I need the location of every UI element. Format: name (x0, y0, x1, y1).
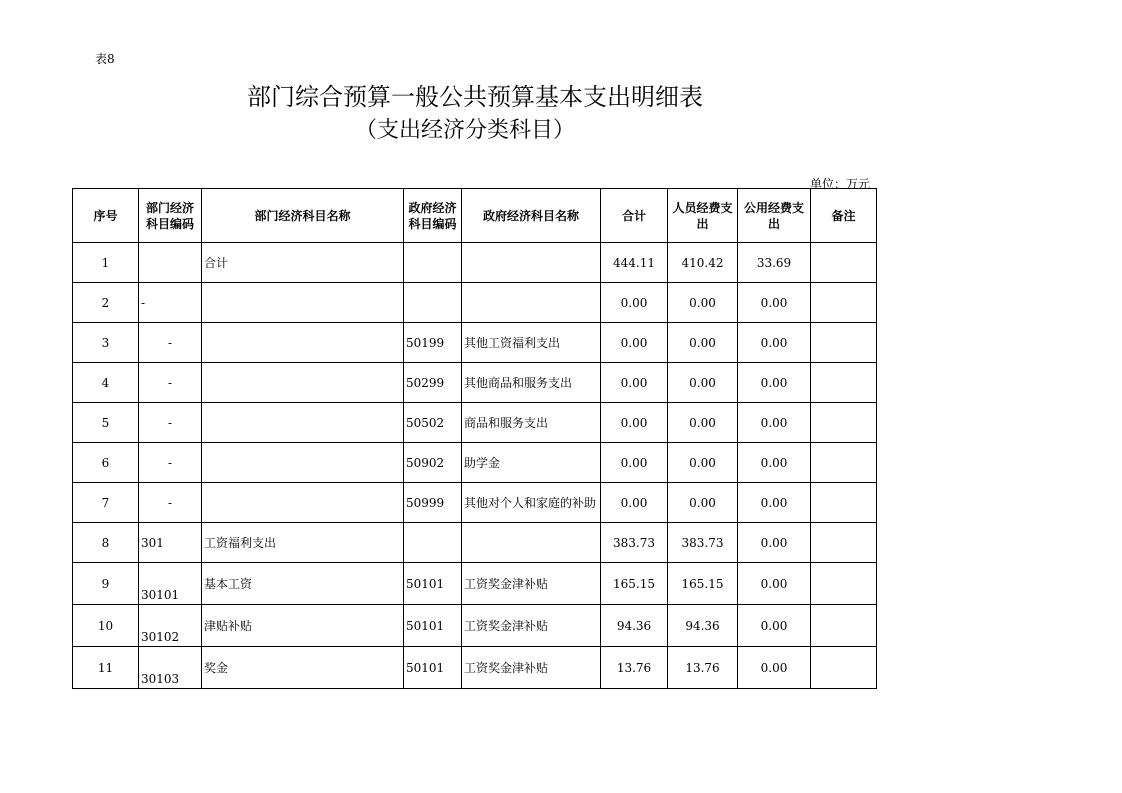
cell-note (811, 403, 877, 443)
cell-dept-code: - (139, 283, 202, 323)
cell-gov-name (462, 243, 601, 283)
header-dept-code: 部门经济科目编码 (139, 189, 202, 243)
table-row (73, 323, 877, 363)
cell-dept-name: 奖金 (202, 647, 404, 689)
table-row (73, 363, 877, 403)
cell-note (811, 483, 877, 523)
cell-gov-name: 工资奖金津补贴 (462, 647, 601, 689)
cell-public: 0.00 (738, 483, 811, 523)
cell-personnel: 383.73 (668, 523, 738, 563)
cell-total: 94.36 (601, 605, 668, 647)
cell-gov-code: 50101 (404, 563, 462, 605)
cell-note (811, 563, 877, 605)
cell-note (811, 323, 877, 363)
cell-gov-code: 50502 (404, 403, 462, 443)
page-subtitle: （支出经济分类科目） (354, 118, 575, 143)
cell-idx: 7 (73, 483, 139, 523)
cell-dept-name (202, 403, 404, 443)
cell-personnel: 0.00 (668, 483, 738, 523)
cell-idx: 4 (73, 363, 139, 403)
cell-note (811, 443, 877, 483)
cell-idx: 5 (73, 403, 139, 443)
cell-dept-code: - (139, 443, 202, 483)
cell-gov-name (462, 523, 601, 563)
table-row (73, 563, 877, 605)
cell-gov-name: 其他商品和服务支出 (462, 363, 601, 403)
cell-public: 0.00 (738, 647, 811, 689)
cell-public: 33.69 (738, 243, 811, 283)
cell-personnel: 0.00 (668, 323, 738, 363)
cell-personnel: 410.42 (668, 243, 738, 283)
cell-personnel: 94.36 (668, 605, 738, 647)
table-row (73, 243, 877, 283)
cell-dept-code: - (139, 363, 202, 403)
cell-total: 444.11 (601, 243, 668, 283)
table-row (73, 483, 877, 523)
cell-gov-name: 工资奖金津补贴 (462, 605, 601, 647)
cell-dept-code (139, 243, 202, 283)
cell-total: 0.00 (601, 403, 668, 443)
cell-gov-code: 50299 (404, 363, 462, 403)
cell-idx: 2 (73, 283, 139, 323)
cell-idx: 8 (73, 523, 139, 563)
table-row (73, 523, 877, 563)
cell-gov-code: 50101 (404, 605, 462, 647)
cell-gov-name: 其他工资福利支出 (462, 323, 601, 363)
cell-personnel: 0.00 (668, 443, 738, 483)
cell-total: 0.00 (601, 323, 668, 363)
cell-note (811, 243, 877, 283)
cell-gov-code: 50199 (404, 323, 462, 363)
cell-total: 165.15 (601, 563, 668, 605)
cell-dept-code: 30102 (139, 605, 202, 647)
table-row (73, 283, 877, 323)
cell-note (811, 605, 877, 647)
table-row (73, 443, 877, 483)
cell-public: 0.00 (738, 323, 811, 363)
cell-dept-code: - (139, 323, 202, 363)
cell-gov-name: 商品和服务支出 (462, 403, 601, 443)
cell-total: 383.73 (601, 523, 668, 563)
cell-dept-name (202, 483, 404, 523)
budget-table (72, 188, 877, 689)
cell-gov-code: 50902 (404, 443, 462, 483)
cell-dept-code: - (139, 483, 202, 523)
page-title: 部门综合预算一般公共预算基本支出明细表 (247, 83, 703, 111)
cell-dept-name (202, 283, 404, 323)
cell-public: 0.00 (738, 363, 811, 403)
header-idx: 序号 (73, 189, 139, 243)
cell-dept-name: 工资福利支出 (202, 523, 404, 563)
cell-total: 0.00 (601, 483, 668, 523)
header-dept-name: 部门经济科目名称 (202, 189, 404, 243)
cell-dept-name: 津贴补贴 (202, 605, 404, 647)
header-gov-code: 政府经济科目编码 (404, 189, 462, 243)
cell-idx: 3 (73, 323, 139, 363)
cell-dept-name (202, 443, 404, 483)
cell-personnel: 0.00 (668, 283, 738, 323)
cell-personnel: 165.15 (668, 563, 738, 605)
cell-dept-code: - (139, 403, 202, 443)
cell-total: 0.00 (601, 363, 668, 403)
cell-personnel: 13.76 (668, 647, 738, 689)
cell-gov-name: 助学金 (462, 443, 601, 483)
cell-dept-code: 301 (139, 523, 202, 563)
cell-total: 0.00 (601, 283, 668, 323)
cell-note (811, 647, 877, 689)
table-row (73, 403, 877, 443)
unit-label: 单位：万元 (810, 177, 871, 191)
header-total: 合计 (601, 189, 668, 243)
cell-public: 0.00 (738, 563, 811, 605)
cell-dept-name: 合计 (202, 243, 404, 283)
cell-public: 0.00 (738, 523, 811, 563)
cell-public: 0.00 (738, 403, 811, 443)
table-row (73, 605, 877, 647)
cell-gov-code (404, 283, 462, 323)
header-note: 备注 (811, 189, 877, 243)
cell-total: 0.00 (601, 443, 668, 483)
cell-dept-name (202, 323, 404, 363)
cell-idx: 10 (73, 605, 139, 647)
cell-gov-code: 50101 (404, 647, 462, 689)
table-row (73, 647, 877, 689)
cell-gov-code (404, 243, 462, 283)
cell-idx: 6 (73, 443, 139, 483)
cell-idx: 1 (73, 243, 139, 283)
cell-note (811, 523, 877, 563)
cell-dept-code: 30103 (139, 647, 202, 689)
cell-idx: 11 (73, 647, 139, 689)
cell-total: 13.76 (601, 647, 668, 689)
cell-gov-name (462, 283, 601, 323)
cell-dept-name: 基本工资 (202, 563, 404, 605)
cell-gov-code: 50999 (404, 483, 462, 523)
header-personnel: 人员经费支出 (668, 189, 738, 243)
cell-note (811, 283, 877, 323)
cell-gov-name: 工资奖金津补贴 (462, 563, 601, 605)
header-public: 公用经费支出 (738, 189, 811, 243)
cell-dept-code: 30101 (139, 563, 202, 605)
cell-personnel: 0.00 (668, 363, 738, 403)
cell-public: 0.00 (738, 283, 811, 323)
cell-public: 0.00 (738, 605, 811, 647)
table-number: 表8 (95, 52, 115, 66)
cell-gov-code (404, 523, 462, 563)
cell-dept-name (202, 363, 404, 403)
cell-gov-name: 其他对个人和家庭的补助 (462, 483, 601, 523)
cell-note (811, 363, 877, 403)
cell-personnel: 0.00 (668, 403, 738, 443)
cell-public: 0.00 (738, 443, 811, 483)
table-header-row (73, 189, 877, 243)
cell-idx: 9 (73, 563, 139, 605)
header-gov-name: 政府经济科目名称 (462, 189, 601, 243)
